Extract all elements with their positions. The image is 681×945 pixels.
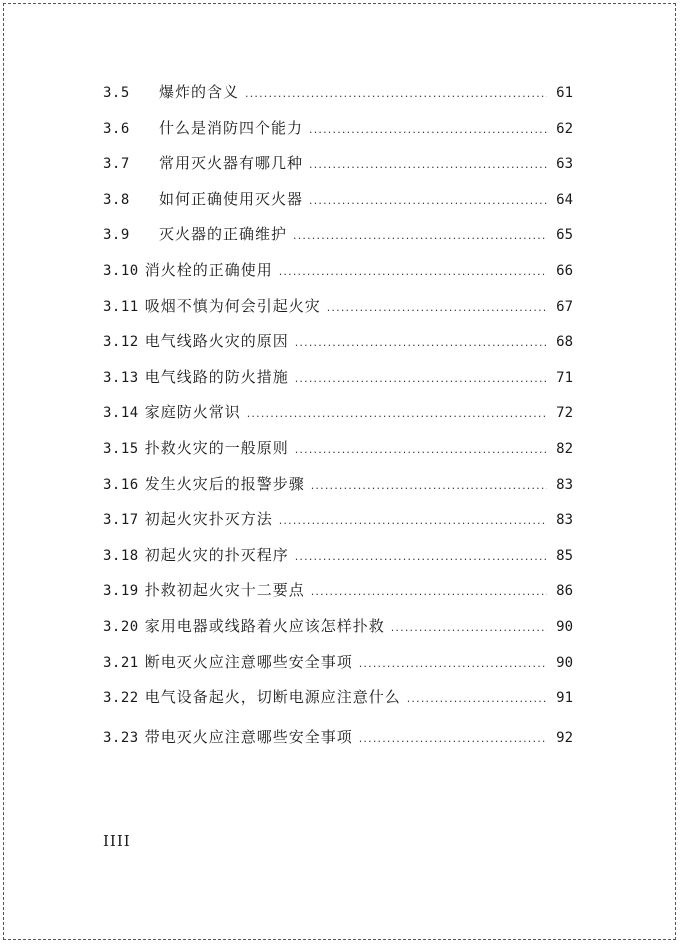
toc-entry-number: 3.8 [103, 191, 130, 208]
toc-leader-dots [359, 649, 547, 679]
toc-entry-3-8[interactable] [103, 184, 573, 220]
toc-entry-title: 家用电器或线路着火应该怎样扑救 [144, 616, 385, 635]
toc-entry-title: 带电灭火应注意哪些安全事项 [144, 727, 353, 746]
toc-entry-title: 家庭防火常识 [144, 403, 241, 422]
toc-entry-title: 发生火灾后的报警步骤 [144, 474, 305, 493]
toc-leader-dots [359, 724, 547, 754]
toc-entry-title: 电气设备起火，切断电源应注意什么 [144, 688, 401, 707]
toc-entry-title: 如何正确使用灭火器 [159, 189, 304, 208]
toc-entry-title: 断电灭火应注意哪些安全事项 [144, 652, 353, 671]
toc-leader-dots [391, 613, 547, 643]
toc-leader-dots [407, 684, 547, 714]
toc-leader-dots [311, 471, 547, 501]
toc-entry-3-12[interactable] [103, 326, 573, 362]
toc-entry-number: 3.7 [103, 156, 130, 173]
toc-entry-3-9[interactable] [103, 219, 573, 255]
toc-entry-3-14[interactable] [103, 397, 573, 433]
toc-entry-number: 3.21 [103, 654, 139, 671]
toc-leader-dots [295, 542, 547, 572]
toc-entry-page: 61 [556, 85, 573, 101]
toc-entry-title: 电气线路火灾的原因 [144, 332, 289, 351]
table-of-contents [103, 77, 573, 757]
toc-leader-dots [309, 186, 547, 216]
toc-entry-page: 83 [556, 512, 573, 529]
toc-entry-title: 初起火灾的扑灭程序 [144, 545, 289, 564]
toc-leader-dots [309, 115, 547, 145]
toc-entry-3-22[interactable] [103, 682, 573, 718]
toc-entry-page: 85 [556, 547, 573, 564]
toc-entry-number: 3.17 [103, 512, 139, 529]
toc-leader-dots [327, 293, 547, 323]
toc-entry-3-18[interactable] [103, 540, 573, 576]
toc-entry-number: 3.13 [103, 369, 139, 386]
toc-leader-dots [279, 257, 547, 287]
toc-leader-dots [311, 577, 547, 607]
toc-entry-number: 3.9 [103, 227, 130, 244]
toc-entry-title: 消火栓的正确使用 [144, 260, 273, 279]
toc-entry-number: 3.23 [103, 729, 139, 746]
toc-entry-title: 初起火灾扑灭方法 [144, 510, 273, 529]
toc-leader-dots [295, 364, 547, 394]
toc-entry-number: 3.15 [103, 440, 139, 457]
page-number-marker: IIII [103, 832, 131, 850]
toc-leader-dots [247, 399, 547, 429]
toc-entry-3-5[interactable] [103, 77, 573, 113]
toc-entry-title: 吸烟不慎为何会引起火灾 [144, 296, 321, 315]
toc-entry-page: 67 [556, 298, 573, 315]
toc-entry-3-23[interactable] [103, 722, 573, 758]
toc-entry-number: 3.20 [103, 618, 139, 635]
toc-entry-title: 电气线路的防火措施 [144, 367, 289, 386]
toc-entry-page: 65 [556, 227, 573, 244]
toc-entry-number: 3.19 [103, 583, 139, 600]
toc-entry-3-7[interactable] [103, 148, 573, 184]
toc-entry-3-19[interactable] [103, 575, 573, 611]
toc-entry-page: 83 [556, 476, 573, 493]
toc-entry-number: 3.5 [103, 85, 130, 101]
toc-entry-number: 3.6 [103, 120, 130, 137]
toc-entry-number: 3.10 [103, 262, 139, 279]
toc-entry-title: 灭火器的正确维护 [159, 225, 288, 244]
toc-entry-page: 82 [556, 440, 573, 457]
toc-entry-title: 爆炸的含义 [159, 83, 240, 101]
toc-entry-3-10[interactable] [103, 255, 573, 291]
toc-entry-3-16[interactable] [103, 469, 573, 505]
toc-entry-3-21[interactable] [103, 647, 573, 683]
toc-entry-3-13[interactable] [103, 362, 573, 398]
toc-entry-number: 3.14 [103, 405, 139, 422]
toc-entry-3-11[interactable] [103, 291, 573, 327]
toc-entry-title: 扑救初起火灾十二要点 [144, 581, 305, 600]
toc-leader-dots [279, 506, 547, 536]
toc-leader-dots [309, 150, 547, 180]
toc-entry-number: 3.12 [103, 334, 139, 351]
toc-entry-page: 64 [556, 191, 573, 208]
toc-entry-page: 68 [556, 334, 573, 351]
toc-entry-page: 71 [556, 369, 573, 386]
toc-entry-page: 66 [556, 262, 573, 279]
toc-entry-page: 63 [556, 156, 573, 173]
toc-entry-page: 90 [556, 618, 573, 635]
toc-entry-page: 92 [556, 729, 573, 746]
toc-entry-title: 什么是消防四个能力 [159, 118, 304, 137]
toc-leader-dots [293, 221, 547, 251]
toc-entry-page: 90 [556, 654, 573, 671]
toc-entry-3-15[interactable] [103, 433, 573, 469]
toc-leader-dots [295, 328, 547, 358]
toc-entry-page: 62 [556, 120, 573, 137]
toc-entry-title: 常用灭火器有哪几种 [159, 154, 304, 173]
toc-entry-3-17[interactable] [103, 504, 573, 540]
toc-entry-number: 3.11 [103, 298, 139, 315]
toc-entry-number: 3.22 [103, 690, 139, 707]
toc-leader-dots [245, 79, 547, 109]
toc-entry-number: 3.18 [103, 547, 139, 564]
toc-entry-page: 91 [556, 690, 573, 707]
toc-entry-page: 72 [556, 405, 573, 422]
toc-entry-3-20[interactable] [103, 611, 573, 647]
toc-leader-dots [295, 435, 547, 465]
toc-entry-3-6[interactable] [103, 113, 573, 149]
toc-entry-number: 3.16 [103, 476, 139, 493]
toc-entry-title: 扑救火灾的一般原则 [144, 438, 289, 457]
toc-entry-page: 86 [556, 583, 573, 600]
